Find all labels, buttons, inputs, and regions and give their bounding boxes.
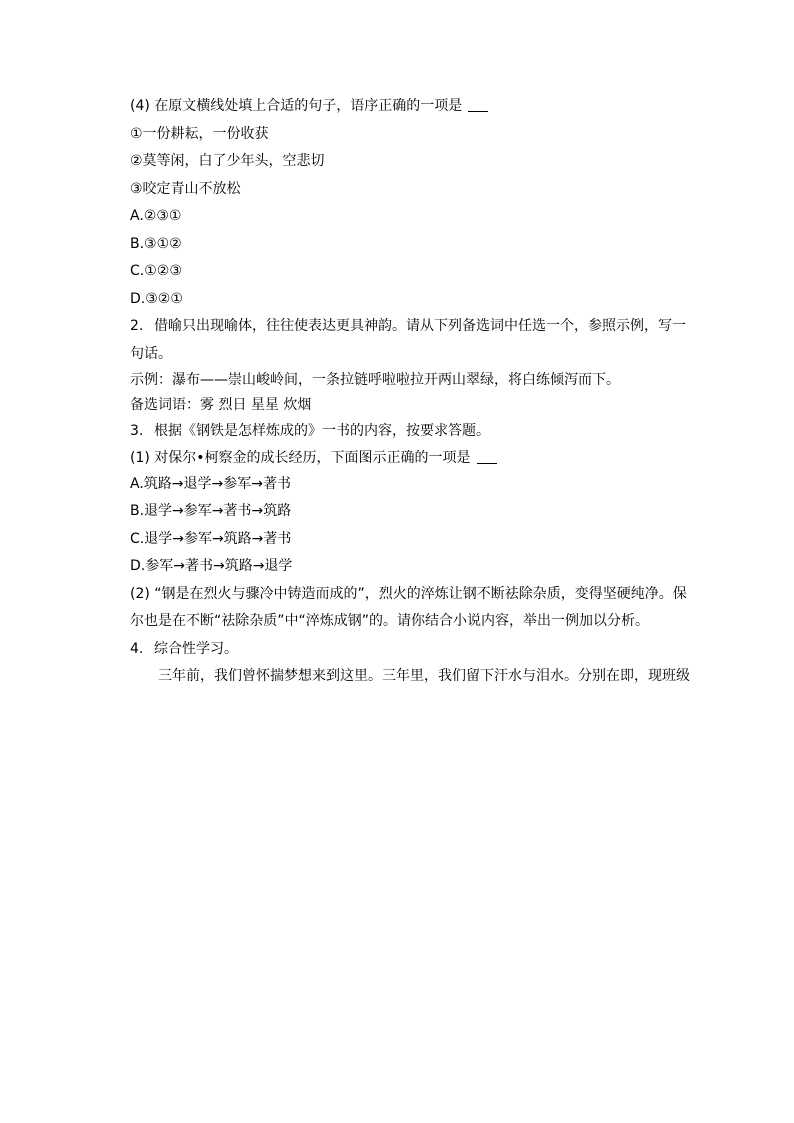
option-text-3: ③咬定青山不放松 [130, 180, 241, 197]
q2-text-line1: 借喻只出现喻体，往往使表达更具神韵。请从下列备选词中任选一个，参照示例，写一 [154, 318, 686, 334]
choice-c: C.①②③ [130, 263, 182, 279]
option-text-1: ①一份耕耘，一份收获 [130, 125, 269, 142]
q3-intro-line [130, 418, 700, 446]
answer-blank [477, 449, 497, 464]
q3-choice-b: B.退学→参军→著书→筑路 [130, 503, 292, 519]
q4-title-line [130, 636, 700, 664]
q3-sub1-line [130, 446, 700, 471]
q3-sub1-prompt: (1) 对保尔•柯察金的成长经历，下面图示正确的一项是 [130, 449, 471, 466]
q3-choice-d: D.参军→著书→筑路→退学 [130, 558, 293, 574]
q4-title: 综合性学习。 [154, 640, 238, 657]
document-page [130, 93, 700, 691]
q3-sub2-line2: 尔也是在不断“祛除杂质”中“淬炼成钢”的。请你结合小说内容，举出一例加以分析。 [130, 613, 650, 629]
option-text-2: ②莫等闲，白了少年头，空悲切 [130, 153, 325, 169]
q3-sub2-line1: (2) “钢是在烈火与骤冷中铸造而成的”，烈火的淬炼让钢不断祛除杂质，变得坚硬纯净。保 [130, 585, 687, 602]
q4-number: 4. [130, 640, 144, 657]
q3-intro: 根据《钢铁是怎样炼成的》一书的内容，按要求答题。 [154, 423, 490, 439]
q2-line1 [130, 313, 700, 341]
choice-d: D.③②① [130, 290, 183, 307]
choice-b: B.③①② [130, 235, 182, 252]
q3-number: 3. [130, 423, 144, 439]
q1-4-prompt: (4) 在原文横线处填上合适的句子，语序正确的一项是 [130, 98, 463, 114]
q2-line2: 句话。 [130, 345, 172, 362]
q4-paragraph: 三年前，我们曾怀揣梦想来到这里。三年里，我们留下汗水与泪水。分别在即，现班级 [158, 668, 690, 684]
q2-number: 2. [130, 318, 144, 334]
answer-blank [468, 97, 488, 112]
q3-choice-c: C.退学→参军→筑路→著书 [130, 530, 292, 547]
q1-4-prompt-line [130, 93, 700, 121]
choice-a: A.②③① [130, 208, 182, 224]
q3-choice-a: A.筑路→退学→参军→著书 [130, 475, 291, 492]
q2-example: 示例：瀑布——崇山峻岭间，一条拉链呼啦啦拉开两山翠绿，将白练倾泻而下。 [130, 372, 620, 388]
q2-candidates: 备选词语：雾 烈日 星星 炊烟 [130, 397, 312, 413]
